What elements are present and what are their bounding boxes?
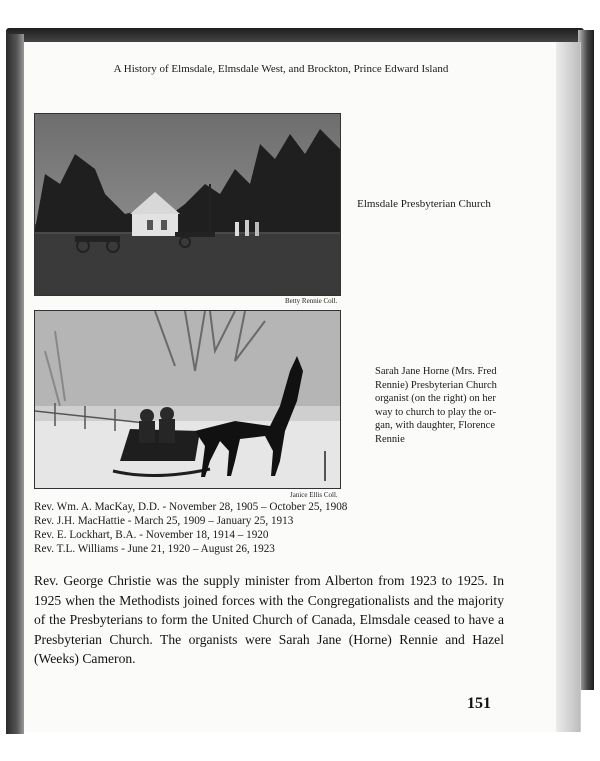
minister-entry: Rev. E. Lockhart, B.A. - November 18, 1914 – 1920 [34, 529, 269, 541]
sleigh-photo-credit: Janice Ellis Coll. [290, 491, 338, 499]
minister-entry: Rev. T.L. Williams - June 21, 1920 – August 26, 1923 [34, 543, 275, 555]
book-top-edge [6, 28, 584, 42]
book-spine-edge [6, 34, 24, 734]
sleigh-photo [34, 310, 341, 489]
church-photo-caption: Elmsdale Presbyterian Church [357, 198, 491, 210]
minister-entry: Rev. Wm. A. MacKay, D.D. - November 28, 1905 – October 25, 1908 [34, 501, 348, 513]
page-shadow [556, 42, 580, 732]
running-head: A History of Elmsdale, Elmsdale West, and Brockton, Prince Edward Island [113, 63, 449, 75]
church-photo-image [35, 114, 340, 295]
minister-list [34, 500, 434, 556]
sleigh-photo-image [35, 311, 340, 488]
minister-entry: Rev. J.H. MacHattie - March 25, 1909 – January 25, 1913 [34, 515, 294, 527]
page-number: 151 [467, 695, 491, 712]
church-photo-credit: Betty Rennie Coll. [285, 297, 338, 305]
body-paragraph: Rev. George Christie was the supply minister from Alberton from 1923 to 1925. In 1925 when the Methodists joined forces with the Congregationalists and the majority of the Presbyterians to form the United Church of Canada, Elmsdale ceased to have a Presbyterian Church. The organists were Sarah Jane (Horne) Rennie and Hazel (Weeks) Cameron. [34, 573, 504, 666]
sleigh-photo-caption: Sarah Jane Horne (Mrs. Fred Rennie) Presbyterian Church organist (on the right) on her way to church to play the or-gan, with daughter, Florence Rennie [375, 366, 497, 445]
church-photo [34, 113, 341, 296]
